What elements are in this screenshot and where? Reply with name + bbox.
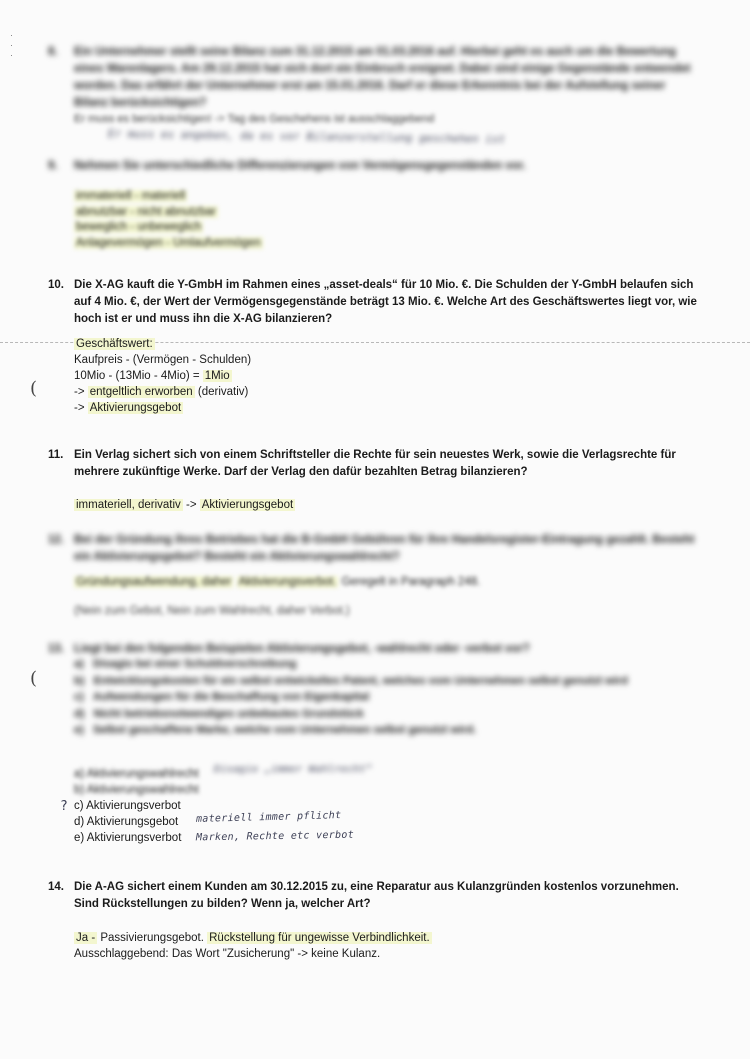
question-11	[48, 447, 698, 481]
answer-13-b: b) Aktivierungswahlrecht	[74, 784, 199, 796]
question-text: Liegt bei den folgenden Beispielen Aktivierungsgebot, -wahlrecht oder -verbot vor?	[74, 643, 530, 655]
question-text: Bei der Gründung ihres Betriebes hat die B-GmbH Gebühren für ihre Handelsregister-Eintragung gezahlt. Besteht ein Aktivierungsgebot? Besteht ein Aktivierungswahlrecht?	[74, 534, 695, 563]
question-number: 14.	[48, 881, 64, 893]
answer-10-result: 1Mio	[204, 370, 230, 382]
margin-bracket-mark: (	[30, 668, 38, 689]
question-number: 10.	[48, 279, 64, 291]
answer-12: Gründungsaufwendung, daher Aktivierungsverbot. Geregelt in Paragraph 248. (Nein zum Gebot, Nein zum Wahlrecht, daher Verbot.)	[74, 576, 481, 617]
handwritten-note-13d: materiell immer pflicht	[195, 810, 342, 825]
margin-dots: · · ·	[10, 30, 13, 60]
answer-14-reason: Ausschlaggebend: Das Wort "Zusicherung" -> keine Kulanz.	[74, 948, 381, 960]
answer-12-note: (Nein zum Gebot, Nein zum Wahlrecht, daher Verbot.)	[74, 605, 350, 617]
question-8	[48, 44, 698, 112]
answer-11-hl1: immateriell, derivativ	[76, 499, 181, 511]
answer-9	[74, 189, 263, 251]
question-text: Die A-AG sichert einem Kunden am 30.12.2015 zu, eine Reparatur aus Kulanzgründen kostenlos vorzunehmen. Sind Rückstellungen zu bilden? Wenn ja, welcher Art?	[74, 881, 679, 910]
answer-13-blurred	[74, 766, 199, 798]
answer-8-text: Er muss es berücksichtigen! -> Tag des Geschehens ist ausschlaggebend	[74, 113, 435, 125]
answer-8	[74, 111, 434, 127]
list-item: b) Entwicklungskosten für ein selbst entwickeltes Patent, welches vom Unternehmen selbst genutzt wird	[74, 674, 628, 687]
answer-13-c: c) Aktivierungsverbot	[74, 800, 181, 812]
question-13-items	[74, 656, 628, 739]
margin-bracket-mark: (	[30, 378, 38, 399]
question-number: 12.	[48, 534, 64, 546]
question-number: 9.	[48, 160, 58, 172]
answer-13	[74, 798, 181, 846]
answer-11: immateriell, derivativ -> Aktivierungsgebot	[76, 499, 294, 511]
question-number: 8.	[48, 46, 58, 58]
question-number: 11.	[48, 449, 64, 461]
answer-10-formula: Kaufpreis - (Vermögen - Schulden)	[74, 354, 252, 366]
answer-13-d: d) Aktivierungsgebot	[74, 816, 179, 828]
answer-10-calc: 10Mio - (13Mio - 4Mio) = 1Mio	[74, 370, 230, 382]
answer-11-hl2: Aktivierungsgebot	[201, 499, 294, 511]
list-item: a) Disagio bei einer Schuldverschreibung	[74, 658, 297, 670]
handwritten-note-13a: Disagio „immer Wahlrecht“	[214, 764, 373, 775]
handwritten-question-mark: ?	[60, 799, 69, 814]
answer-9-item: immateriell - materiell	[76, 190, 186, 202]
answer-10-line4: -> Aktivierungsgebot	[74, 402, 182, 414]
answer-13-e: e) Aktivierungsverbot	[74, 832, 182, 844]
list-item: c) Aufwendungen für die Beschaffung von Eigenkapital	[74, 691, 370, 703]
answer-13-a: a) Aktivierungswahlrecht	[74, 768, 199, 780]
handwritten-note-13e: Marken, Rechte etc verbot	[195, 829, 355, 844]
answer-9-item: Anlagevermögen - Umlaufvermögen	[76, 236, 261, 249]
answer-9-item: beweglich - unbeweglich	[76, 221, 202, 233]
list-item: e) Selbst geschaffene Marke, welche vom Unternehmen selbst genutzt wird.	[74, 724, 477, 736]
question-text: Ein Unternehmer stellt seine Bilanz zum 31.12.2015 am 01.03.2016 auf. Hierbei geht es auch um die Bewertung eines Warenlagers. Am 29.12.2015 hat sich dort ein Einbruch ereignet. Dabei sind einige Gegenstände entwendet worden. Das erfährt der Unternehmer erst am 15.01.2016. Darf er diese Erkenntnis bei der Aufstellung seiner Bilanz berücksichtigen?	[74, 46, 691, 109]
question-text: Nehmen Sie unterschiedliche Differenzierungen von Vermögensgegenständen vor.	[74, 160, 526, 172]
list-item: d) Nicht betriebsnotwendiges unbebautes Grundstück	[74, 707, 364, 720]
answer-10-line3: -> entgeltlich erworben (derivativ)	[74, 386, 249, 398]
question-14	[48, 879, 698, 913]
question-10	[48, 277, 698, 328]
question-text: Die X-AG kauft die Y-GmbH im Rahmen eines „asset-deals“ für 10 Mio. €. Die Schulden der Y-GmbH belaufen sich auf 4 Mio. €, der Wert der Vermögensgegenstände beträgt 13 Mio. €. Welche Art des Geschäftswertes liegt vor, wie hoch ist er und muss ihn die X-AG bilanzieren?	[74, 279, 697, 325]
question-number: 13.	[48, 643, 64, 655]
answer-9-item: abnutzbar - nicht abnutzbar	[76, 205, 217, 218]
question-12	[48, 532, 698, 566]
answer-10-title: Geschäftswert:	[76, 338, 153, 350]
question-text: Ein Verlag sichert sich von einem Schriftsteller die Rechte für sein neuestes Werk, sowie die Verlagsrechte für mehrere zukünftige Werke. Darf der Verlag den dafür bezahlten Betrag bilanzieren?	[74, 449, 676, 478]
answer-10	[74, 336, 251, 416]
handwritten-note-8: Er muss es angeben, da es vor Bilanzerstellung geschehen ist	[107, 128, 506, 146]
answer-14: Ja - Passivierungsgebot. Rückstellung für ungewisse Verbindlichkeit. Ausschlaggebend: Das Wort "Zusicherung" -> keine Kulanz.	[74, 932, 430, 960]
question-9	[48, 158, 698, 175]
